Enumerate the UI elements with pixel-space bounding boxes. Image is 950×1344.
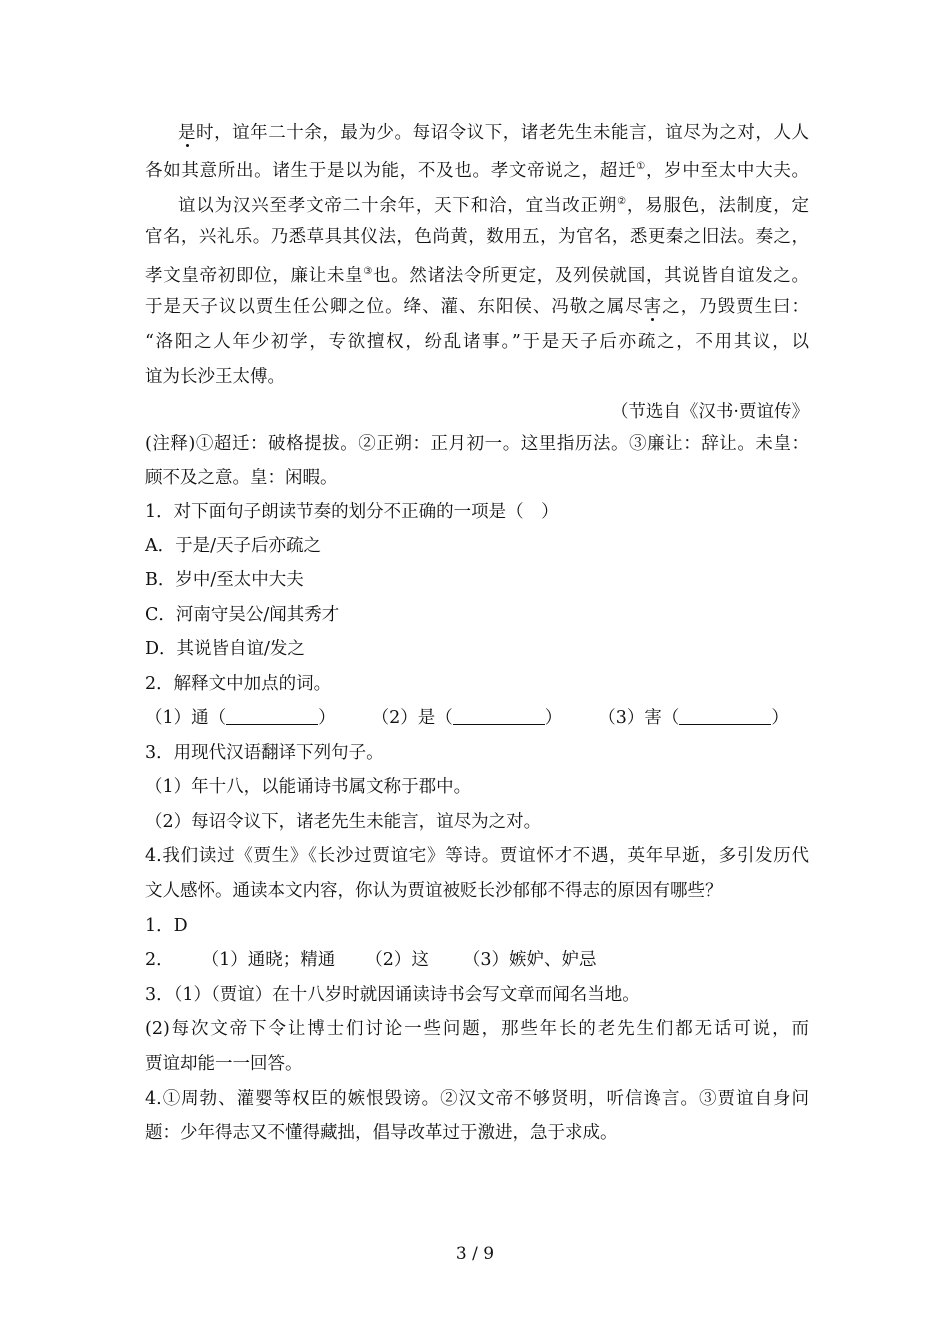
question-3-item: （2）每诏令议下，诸老先生未能言，谊尽为之对。	[145, 812, 542, 832]
answer-blank[interactable]	[226, 708, 318, 725]
answer-4: 4.①周勃、灌婴等权臣的嫉恨毁谤。②汉文帝不够贤明，听信谗言。③贾谊自身问	[145, 1089, 809, 1109]
question-2: 2．解释文中加点的词。	[145, 674, 332, 694]
passage-line: 于是天子议以贾生任公卿之位。绛、灌、东阳侯、冯敬之属尽害之，乃毁贾生曰：	[145, 297, 810, 317]
option-c: C．河南守吴公/闻其秀才	[145, 605, 340, 625]
passage-line: 是时，谊年二十余，最为少。每诏令议下，诸老先生未能言，谊尽为之对，人人	[178, 123, 810, 143]
answer-3: 贾谊却能一一回答。	[145, 1054, 303, 1074]
page-number: 3 / 9	[455, 1244, 495, 1264]
passage-line: 各如其意所出。诸生于是以为能，不及也。孝文帝说之，超迁①，岁中至太中大夫。	[145, 160, 810, 181]
answer-3: 3．（1）（贾谊）在十八岁时就因诵读诗书会写文章而闻名当地。	[145, 985, 640, 1005]
answer-blank[interactable]	[453, 708, 545, 725]
footnote-mark: ③	[363, 266, 374, 277]
question-3: 3．用现代汉语翻译下列句子。	[145, 743, 384, 763]
source-citation: （节选自《汉书·贾谊传》	[610, 402, 809, 422]
emphasis-dot-char: 害	[643, 297, 663, 317]
passage-line: 谊为长沙王太傅。	[145, 367, 285, 387]
passage-line: 官名，兴礼乐。乃悉草具其仪法，色尚黄，数用五，为官名，悉更秦之旧法。奏之，	[145, 227, 809, 247]
footnote-mark: ①	[636, 161, 646, 172]
question-2-blanks: （1）通（ ） （2）是（ ） （3）害（ ）	[145, 708, 789, 728]
question-1: 1．对下面句子朗读节奏的划分不正确的一项是（ ）	[145, 502, 559, 522]
question-4: 文人感怀。通读本文内容，你认为贾谊被贬长沙郁郁不得志的原因有哪些？	[145, 881, 723, 901]
footnote-mark: ②	[617, 196, 627, 207]
answer-blank[interactable]	[679, 708, 771, 725]
passage-line: 孝文皇帝初即位，廉让未皇③也。然诸法令所更定，及列侯就国，其说皆自谊发之。	[145, 265, 810, 286]
option-d: D．其说皆自谊/发之	[145, 639, 305, 659]
option-a: A．于是/天子后亦疏之	[145, 536, 322, 556]
notes-line: (注释)①超迁：破格提拔。②正朔：正月初一。这里指历法。③廉让：辞让。未皇：	[145, 434, 809, 454]
emphasis-dot-char: 是	[178, 123, 197, 143]
answer-1: 1．D	[145, 916, 188, 936]
passage-line: “洛阳之人年少初学，专欲擅权，纷乱诸事。”于是天子后亦疏之，不用其议，以	[145, 332, 809, 352]
option-b: B．岁中/至太中大夫	[145, 570, 304, 590]
question-4: 4.我们读过《贾生》《长沙过贾谊宅》等诗。贾谊怀才不遇，英年早逝，多引发历代	[145, 846, 809, 866]
question-3-item: （1）年十八，以能诵诗书属文称于郡中。	[145, 777, 472, 797]
notes-line: 顾不及之意。皇：闲暇。	[145, 468, 338, 488]
passage-line: 谊以为汉兴至孝文帝二十余年，天下和洽，宜当改正朔②，易服色，法制度，定	[178, 195, 810, 216]
answer-4: 题：少年得志又不懂得藏拙，倡导改革过于激进，急于求成。	[145, 1123, 618, 1143]
answer-3: (2)每次文帝下令让博士们讨论一些问题，那些年长的老先生们都无话可说，而	[145, 1019, 809, 1039]
answer-2: 2． （1）通晓；精通 （2）这 （3）嫉妒、妒忌	[145, 950, 597, 970]
